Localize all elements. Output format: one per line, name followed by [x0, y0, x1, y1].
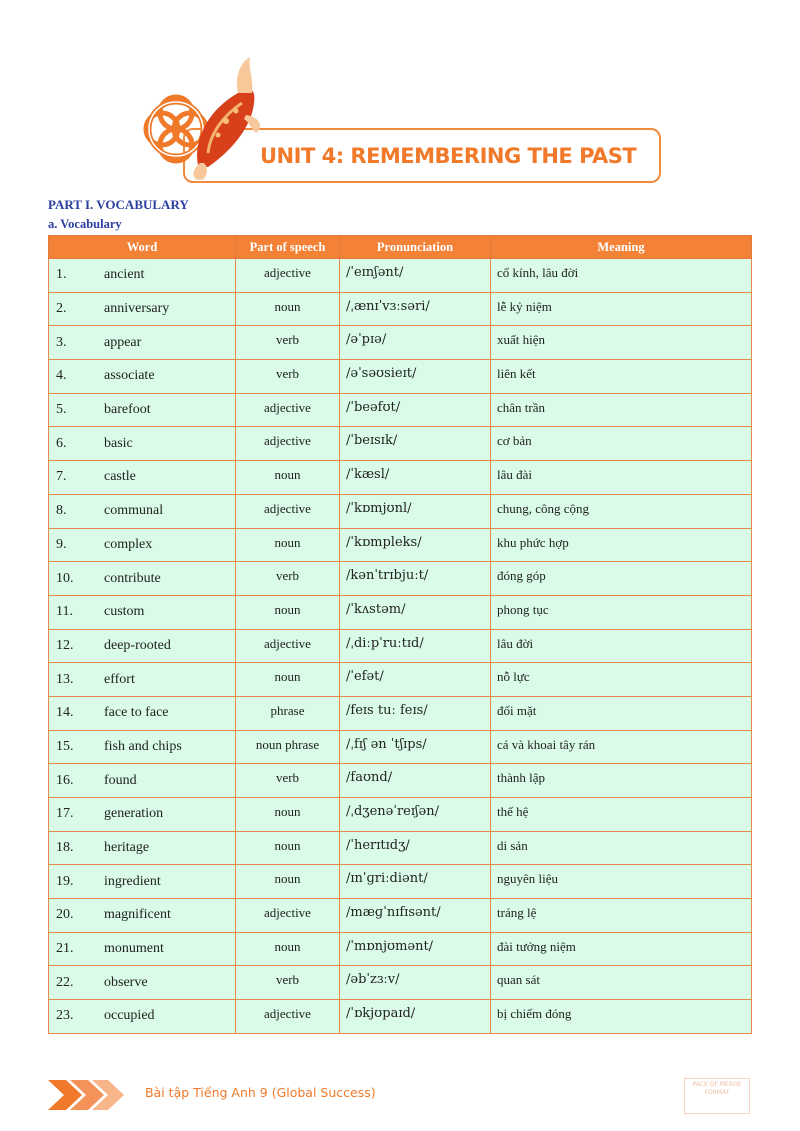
- chevron-arrows-icon: [48, 1078, 130, 1112]
- row-number: 15.: [56, 738, 74, 754]
- footer-text: Bài tập Tiếng Anh 9 (Global Success): [145, 1085, 376, 1100]
- table-body: [49, 259, 752, 1034]
- vocab-word: anniversary: [104, 301, 170, 317]
- meaning-cell: chung, công cộng: [491, 494, 752, 528]
- vocab-word: basic: [104, 435, 133, 451]
- meaning-cell: đóng góp: [491, 562, 752, 596]
- vocab-word: communal: [104, 503, 164, 519]
- unit-title: UNIT 4: REMEMBERING THE PAST: [260, 144, 637, 168]
- part-of-speech-cell: phrase: [236, 696, 340, 730]
- table-row: [49, 966, 752, 1000]
- table-row: [49, 798, 752, 832]
- word-cell: [49, 528, 236, 562]
- vocab-word: appear: [104, 334, 142, 350]
- vocab-word: custom: [104, 604, 145, 620]
- row-number: 4.: [56, 368, 67, 384]
- pronunciation-cell: /ˈefət/: [340, 663, 491, 697]
- meaning-cell: chân trần: [491, 393, 752, 427]
- word-cell: [49, 259, 236, 293]
- header-meaning: Meaning: [491, 236, 752, 259]
- table-row: [49, 595, 752, 629]
- part-of-speech-cell: adjective: [236, 427, 340, 461]
- pronunciation-cell: /ˈbeɪsɪk/: [340, 427, 491, 461]
- table-row: [49, 326, 752, 360]
- part-of-speech-cell: noun phrase: [236, 730, 340, 764]
- part-of-speech-cell: adjective: [236, 629, 340, 663]
- section-subtitle: a. Vocabulary: [48, 217, 122, 231]
- part-of-speech-cell: adjective: [236, 259, 340, 293]
- part-of-speech-cell: noun: [236, 831, 340, 865]
- vocab-word: generation: [104, 806, 164, 822]
- table-row: [49, 360, 752, 394]
- vocabulary-table: [48, 235, 752, 1034]
- word-cell: [49, 393, 236, 427]
- word-cell: [49, 831, 236, 865]
- row-number: 23.: [56, 1008, 74, 1024]
- vocab-word: barefoot: [104, 402, 151, 418]
- part-of-speech-cell: verb: [236, 360, 340, 394]
- footer-logo: [684, 1078, 750, 1114]
- table-row: [49, 259, 752, 293]
- part-title: PART I. VOCABULARY: [48, 197, 189, 212]
- meaning-cell: đối mặt: [491, 696, 752, 730]
- vocab-word: heritage: [104, 840, 150, 856]
- vocab-word: fish and chips: [104, 738, 182, 754]
- table-row: [49, 427, 752, 461]
- table-header-row: [49, 236, 752, 259]
- word-cell: [49, 292, 236, 326]
- meaning-cell: cổ kính, lâu đời: [491, 259, 752, 293]
- table-row: [49, 865, 752, 899]
- word-cell: [49, 932, 236, 966]
- vocab-word: magnificent: [104, 907, 171, 923]
- row-number: 8.: [56, 503, 67, 519]
- table-row: [49, 764, 752, 798]
- pronunciation-cell: /əˈpɪə/: [340, 326, 491, 360]
- table-row: [49, 730, 752, 764]
- vocab-word: ingredient: [104, 873, 161, 889]
- meaning-cell: quan sát: [491, 966, 752, 1000]
- pronunciation-cell: /ˌdʒenəˈreɪʃən/: [340, 798, 491, 832]
- word-cell: [49, 360, 236, 394]
- word-cell: [49, 764, 236, 798]
- vocab-word: effort: [104, 671, 135, 687]
- pronunciation-cell: /ˈkʌstəm/: [340, 595, 491, 629]
- vocab-word: castle: [104, 469, 136, 485]
- meaning-cell: cá và khoai tây rán: [491, 730, 752, 764]
- part-of-speech-cell: adjective: [236, 494, 340, 528]
- meaning-cell: lâu đài: [491, 461, 752, 495]
- meaning-cell: lễ kỷ niệm: [491, 292, 752, 326]
- table-row: [49, 663, 752, 697]
- table-row: [49, 1000, 752, 1034]
- word-cell: [49, 865, 236, 899]
- pronunciation-cell: /ˌfɪʃ ən ˈtʃɪps/: [340, 730, 491, 764]
- table-row: [49, 494, 752, 528]
- row-number: 3.: [56, 334, 67, 350]
- vocab-word: deep-rooted: [104, 637, 171, 653]
- row-number: 21.: [56, 941, 74, 957]
- vocab-word: occupied: [104, 1008, 155, 1024]
- part-of-speech-cell: verb: [236, 326, 340, 360]
- meaning-cell: nguyên liệu: [491, 865, 752, 899]
- word-cell: [49, 595, 236, 629]
- row-number: 11.: [56, 604, 73, 620]
- word-cell: [49, 326, 236, 360]
- vocab-word: ancient: [104, 267, 145, 283]
- table-row: [49, 292, 752, 326]
- part-of-speech-cell: noun: [236, 595, 340, 629]
- word-cell: [49, 730, 236, 764]
- row-number: 13.: [56, 671, 74, 687]
- meaning-cell: bị chiếm đóng: [491, 1000, 752, 1034]
- meaning-cell: lâu đời: [491, 629, 752, 663]
- word-cell: [49, 427, 236, 461]
- pronunciation-cell: /ˈkæsl/: [340, 461, 491, 495]
- meaning-cell: phong tục: [491, 595, 752, 629]
- row-number: 20.: [56, 907, 74, 923]
- pronunciation-cell: /feɪs tuː feɪs/: [340, 696, 491, 730]
- meaning-cell: cơ bản: [491, 427, 752, 461]
- table-row: [49, 899, 752, 933]
- word-cell: [49, 1000, 236, 1034]
- part-of-speech-cell: verb: [236, 562, 340, 596]
- row-number: 16.: [56, 772, 74, 788]
- vocab-word: contribute: [104, 570, 161, 586]
- vocab-word: observe: [104, 974, 148, 990]
- vocab-word: face to face: [104, 705, 169, 721]
- part-of-speech-cell: noun: [236, 932, 340, 966]
- table-row: [49, 562, 752, 596]
- row-number: 18.: [56, 840, 74, 856]
- table-row: [49, 629, 752, 663]
- header-pronunciation: Pronunciation: [340, 236, 491, 259]
- row-number: 2.: [56, 301, 67, 317]
- table-row: [49, 528, 752, 562]
- meaning-cell: thành lập: [491, 764, 752, 798]
- part-of-speech-cell: adjective: [236, 1000, 340, 1034]
- word-cell: [49, 562, 236, 596]
- meaning-cell: thế hệ: [491, 798, 752, 832]
- table-row: [49, 696, 752, 730]
- pronunciation-cell: /ˈɒkjʊpaɪd/: [340, 1000, 491, 1034]
- vocab-word: complex: [104, 536, 153, 552]
- table-row: [49, 461, 752, 495]
- row-number: 10.: [56, 570, 74, 586]
- header-word: Word: [49, 236, 236, 259]
- word-cell: [49, 663, 236, 697]
- part-of-speech-cell: verb: [236, 764, 340, 798]
- pronunciation-cell: /mæɡˈnɪfɪsənt/: [340, 899, 491, 933]
- meaning-cell: tráng lệ: [491, 899, 752, 933]
- pronunciation-cell: /ˈkɒmjʊnl/: [340, 494, 491, 528]
- knot-fish-emblem-icon: [138, 55, 278, 190]
- pronunciation-cell: /ˈmɒnjʊmənt/: [340, 932, 491, 966]
- word-cell: [49, 494, 236, 528]
- vocab-word: associate: [104, 368, 155, 384]
- table-row: [49, 393, 752, 427]
- part-of-speech-cell: noun: [236, 798, 340, 832]
- row-number: 6.: [56, 435, 67, 451]
- meaning-cell: khu phức hợp: [491, 528, 752, 562]
- vocab-word: found: [104, 772, 137, 788]
- meaning-cell: liên kết: [491, 360, 752, 394]
- row-number: 14.: [56, 705, 74, 721]
- table-row: [49, 932, 752, 966]
- pronunciation-cell: /ˌænɪˈvɜːsəri/: [340, 292, 491, 326]
- meaning-cell: di sản: [491, 831, 752, 865]
- pronunciation-cell: /ˌdiːpˈruːtɪd/: [340, 629, 491, 663]
- pronunciation-cell: /əbˈzɜːv/: [340, 966, 491, 1000]
- word-cell: [49, 629, 236, 663]
- row-number: 5.: [56, 402, 67, 418]
- pronunciation-cell: /kənˈtrɪbjuːt/: [340, 562, 491, 596]
- pronunciation-cell: /əˈsəʊsieɪt/: [340, 360, 491, 394]
- meaning-cell: nỗ lực: [491, 663, 752, 697]
- pronunciation-cell: /ˈkɒmpleks/: [340, 528, 491, 562]
- meaning-cell: xuất hiện: [491, 326, 752, 360]
- row-number: 19.: [56, 873, 74, 889]
- part-of-speech-cell: noun: [236, 292, 340, 326]
- pronunciation-cell: /ɪnˈɡriːdiənt/: [340, 865, 491, 899]
- row-number: 7.: [56, 469, 67, 485]
- row-number: 17.: [56, 806, 74, 822]
- pronunciation-cell: /ˈeɪnʃənt/: [340, 259, 491, 293]
- pronunciation-cell: /ˈherɪtɪdʒ/: [340, 831, 491, 865]
- header-part-of-speech: Part of speech: [236, 236, 340, 259]
- part-of-speech-cell: noun: [236, 865, 340, 899]
- pronunciation-cell: /ˈbeəfʊt/: [340, 393, 491, 427]
- row-number: 9.: [56, 536, 67, 552]
- meaning-cell: đài tưởng niệm: [491, 932, 752, 966]
- part-of-speech-cell: noun: [236, 528, 340, 562]
- word-cell: [49, 798, 236, 832]
- part-of-speech-cell: adjective: [236, 393, 340, 427]
- part-of-speech-cell: adjective: [236, 899, 340, 933]
- pronunciation-cell: /faʊnd/: [340, 764, 491, 798]
- part-of-speech-cell: noun: [236, 663, 340, 697]
- unit-banner: [138, 55, 668, 190]
- word-cell: [49, 696, 236, 730]
- footer-logo-text: PACK OF MERGE FORMAT: [692, 1081, 742, 1096]
- part-of-speech-cell: noun: [236, 461, 340, 495]
- table-row: [49, 831, 752, 865]
- word-cell: [49, 461, 236, 495]
- part-of-speech-cell: verb: [236, 966, 340, 1000]
- row-number: 1.: [56, 267, 67, 283]
- row-number: 22.: [56, 974, 74, 990]
- word-cell: [49, 899, 236, 933]
- vocab-word: monument: [104, 941, 164, 957]
- word-cell: [49, 966, 236, 1000]
- row-number: 12.: [56, 637, 74, 653]
